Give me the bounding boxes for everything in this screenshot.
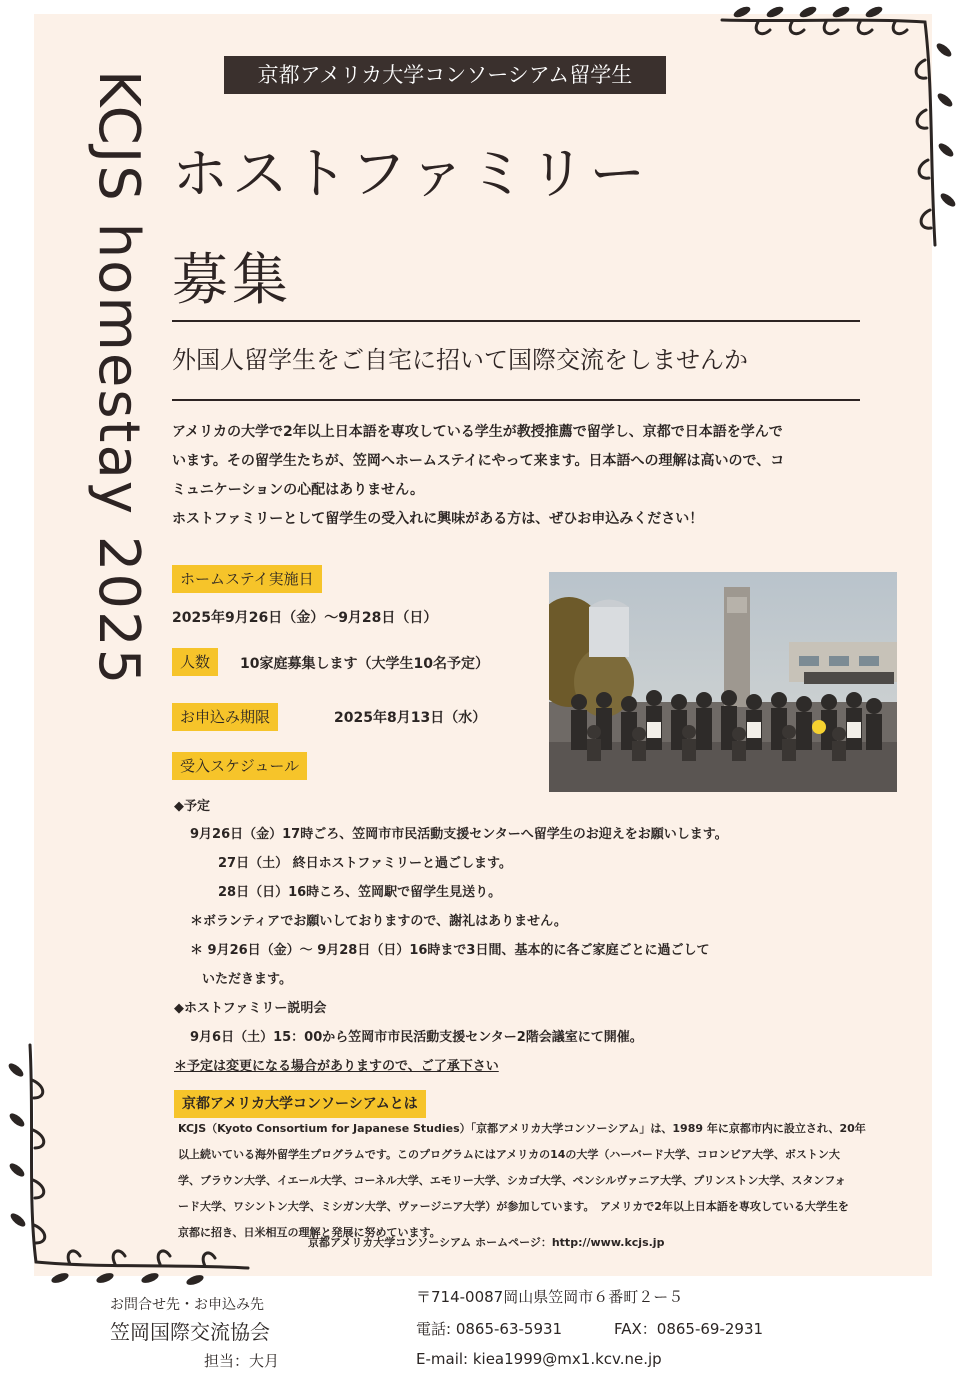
intro-line: アメリカの大学で2年以上日本語を専攻している学生が教授推薦で留学し、京都で日本語を学んで: [172, 424, 783, 440]
schedule-change-note: ＊予定は変更になる場合がありますので、ご了承下さい: [174, 1059, 499, 1074]
deadline-label: お申込み期限: [172, 703, 278, 731]
about-label: 京都アメリカ大学コンソーシアムとは: [174, 1090, 426, 1118]
page-title-line1: ホストファミリー: [172, 142, 650, 207]
deadline-value: 2025年8月13日（水）: [334, 710, 487, 726]
schedule-plan-heading: ◆予定: [174, 799, 210, 814]
briefing-heading: ◆ホストファミリー説明会: [174, 1001, 327, 1016]
intro-line: ミュニケーションの心配はありません。: [172, 482, 424, 498]
contact-address: 〒714-0087岡山県笠岡市６番町２ー５: [416, 1288, 684, 1306]
schedule-note: ＊ 9月26日（金）～ 9月28日（日）16時まで3日間、基本的に各ご家庭ごとに過ごして: [190, 943, 710, 958]
group-photo: [549, 572, 897, 792]
intro-text: [172, 418, 892, 534]
contact-person: 担当：大月: [204, 1352, 280, 1370]
homestay-date: 2025年9月26日（金）～9月28日（日）: [172, 610, 438, 626]
page-title-line2: 募集: [172, 248, 292, 313]
vertical-title: KCJS homestay 2025: [86, 70, 151, 687]
briefing-detail: 9月6日（土）15：00から笠岡市市民活動支援センター2階会議室にて開催。: [190, 1030, 643, 1045]
about-line: 学、ブラウン大学、イエール大学、コーネル大学、エモリー大学、シカゴ大学、ペンシルヴァニア大学、プリンストン大学、スタンフォ: [178, 1174, 846, 1187]
subtitle: 外国人留学生をご自宅に招いて国際交流をしませんか: [172, 346, 748, 374]
about-line: 以上続いている海外留学生プログラムです。このプログラムにはアメリカの14の大学（ハーバード大学、コロンビア大学、ボストン大: [178, 1148, 840, 1161]
homestay-date-label: ホームステイ実施日: [172, 565, 322, 593]
about-text: [178, 1116, 898, 1246]
divider-top: [172, 320, 860, 322]
schedule-note: ＊ボランティアでお願いしておりますので、謝礼はありません。: [190, 914, 567, 929]
schedule-line: 28日（日）16時ころ、笠岡駅で留学生見送り。: [218, 885, 502, 900]
count-value: 10家庭募集します（大学生10名予定）: [240, 656, 489, 672]
intro-line: ホストファミリーとして留学生の受入れに興味がある方は、ぜひお申込みください！: [172, 511, 704, 527]
schedule-line: 9月26日（金）17時ごろ、笠岡市市民活動支援センターへ留学生のお迎えをお願いします。: [190, 827, 728, 842]
count-label: 人数: [172, 648, 218, 676]
contact-phone: 電話: 0865-63-5931: [416, 1320, 563, 1338]
divider-bottom: [172, 399, 860, 401]
homepage-link[interactable]: 京都アメリカ大学コンソーシアム ホームページ：http://www.kcjs.jp: [308, 1236, 665, 1249]
about-line: 京都に招き、日米相互の理解と発展に努めています。: [178, 1226, 441, 1239]
contact-email[interactable]: E-mail: kiea1999@mx1.kcv.ne.jp: [416, 1350, 662, 1368]
schedule-note: いただきます。: [202, 972, 292, 987]
contact-label: お問合せ先・お申込み先: [110, 1297, 264, 1313]
about-line: ード大学、ワシントン大学、ミシガン大学、ヴァージニア大学）が参加しています。 アメリカで2年以上日本語を専攻している大学生を: [178, 1200, 849, 1213]
contact-organization: 笠岡国際交流協会: [110, 1320, 270, 1344]
schedule-label: 受入スケジュール: [172, 752, 307, 780]
about-line: KCJS（Kyoto Consortium for Japanese Studies）「京都アメリカ大学コンソーシアム」は、1989 年に京都市内に設立され、20年: [178, 1122, 866, 1135]
contact-fax: FAX：0865-69-2931: [614, 1320, 764, 1338]
organization-badge: 京都アメリカ大学コンソーシアム留学生: [224, 56, 666, 94]
schedule-line: 27日（土） 終日ホストファミリーと過ごします。: [218, 856, 512, 871]
intro-line: います。その留学生たちが、笠岡へホームステイにやって来ます。日本語への理解は高いので、コ: [172, 453, 785, 469]
